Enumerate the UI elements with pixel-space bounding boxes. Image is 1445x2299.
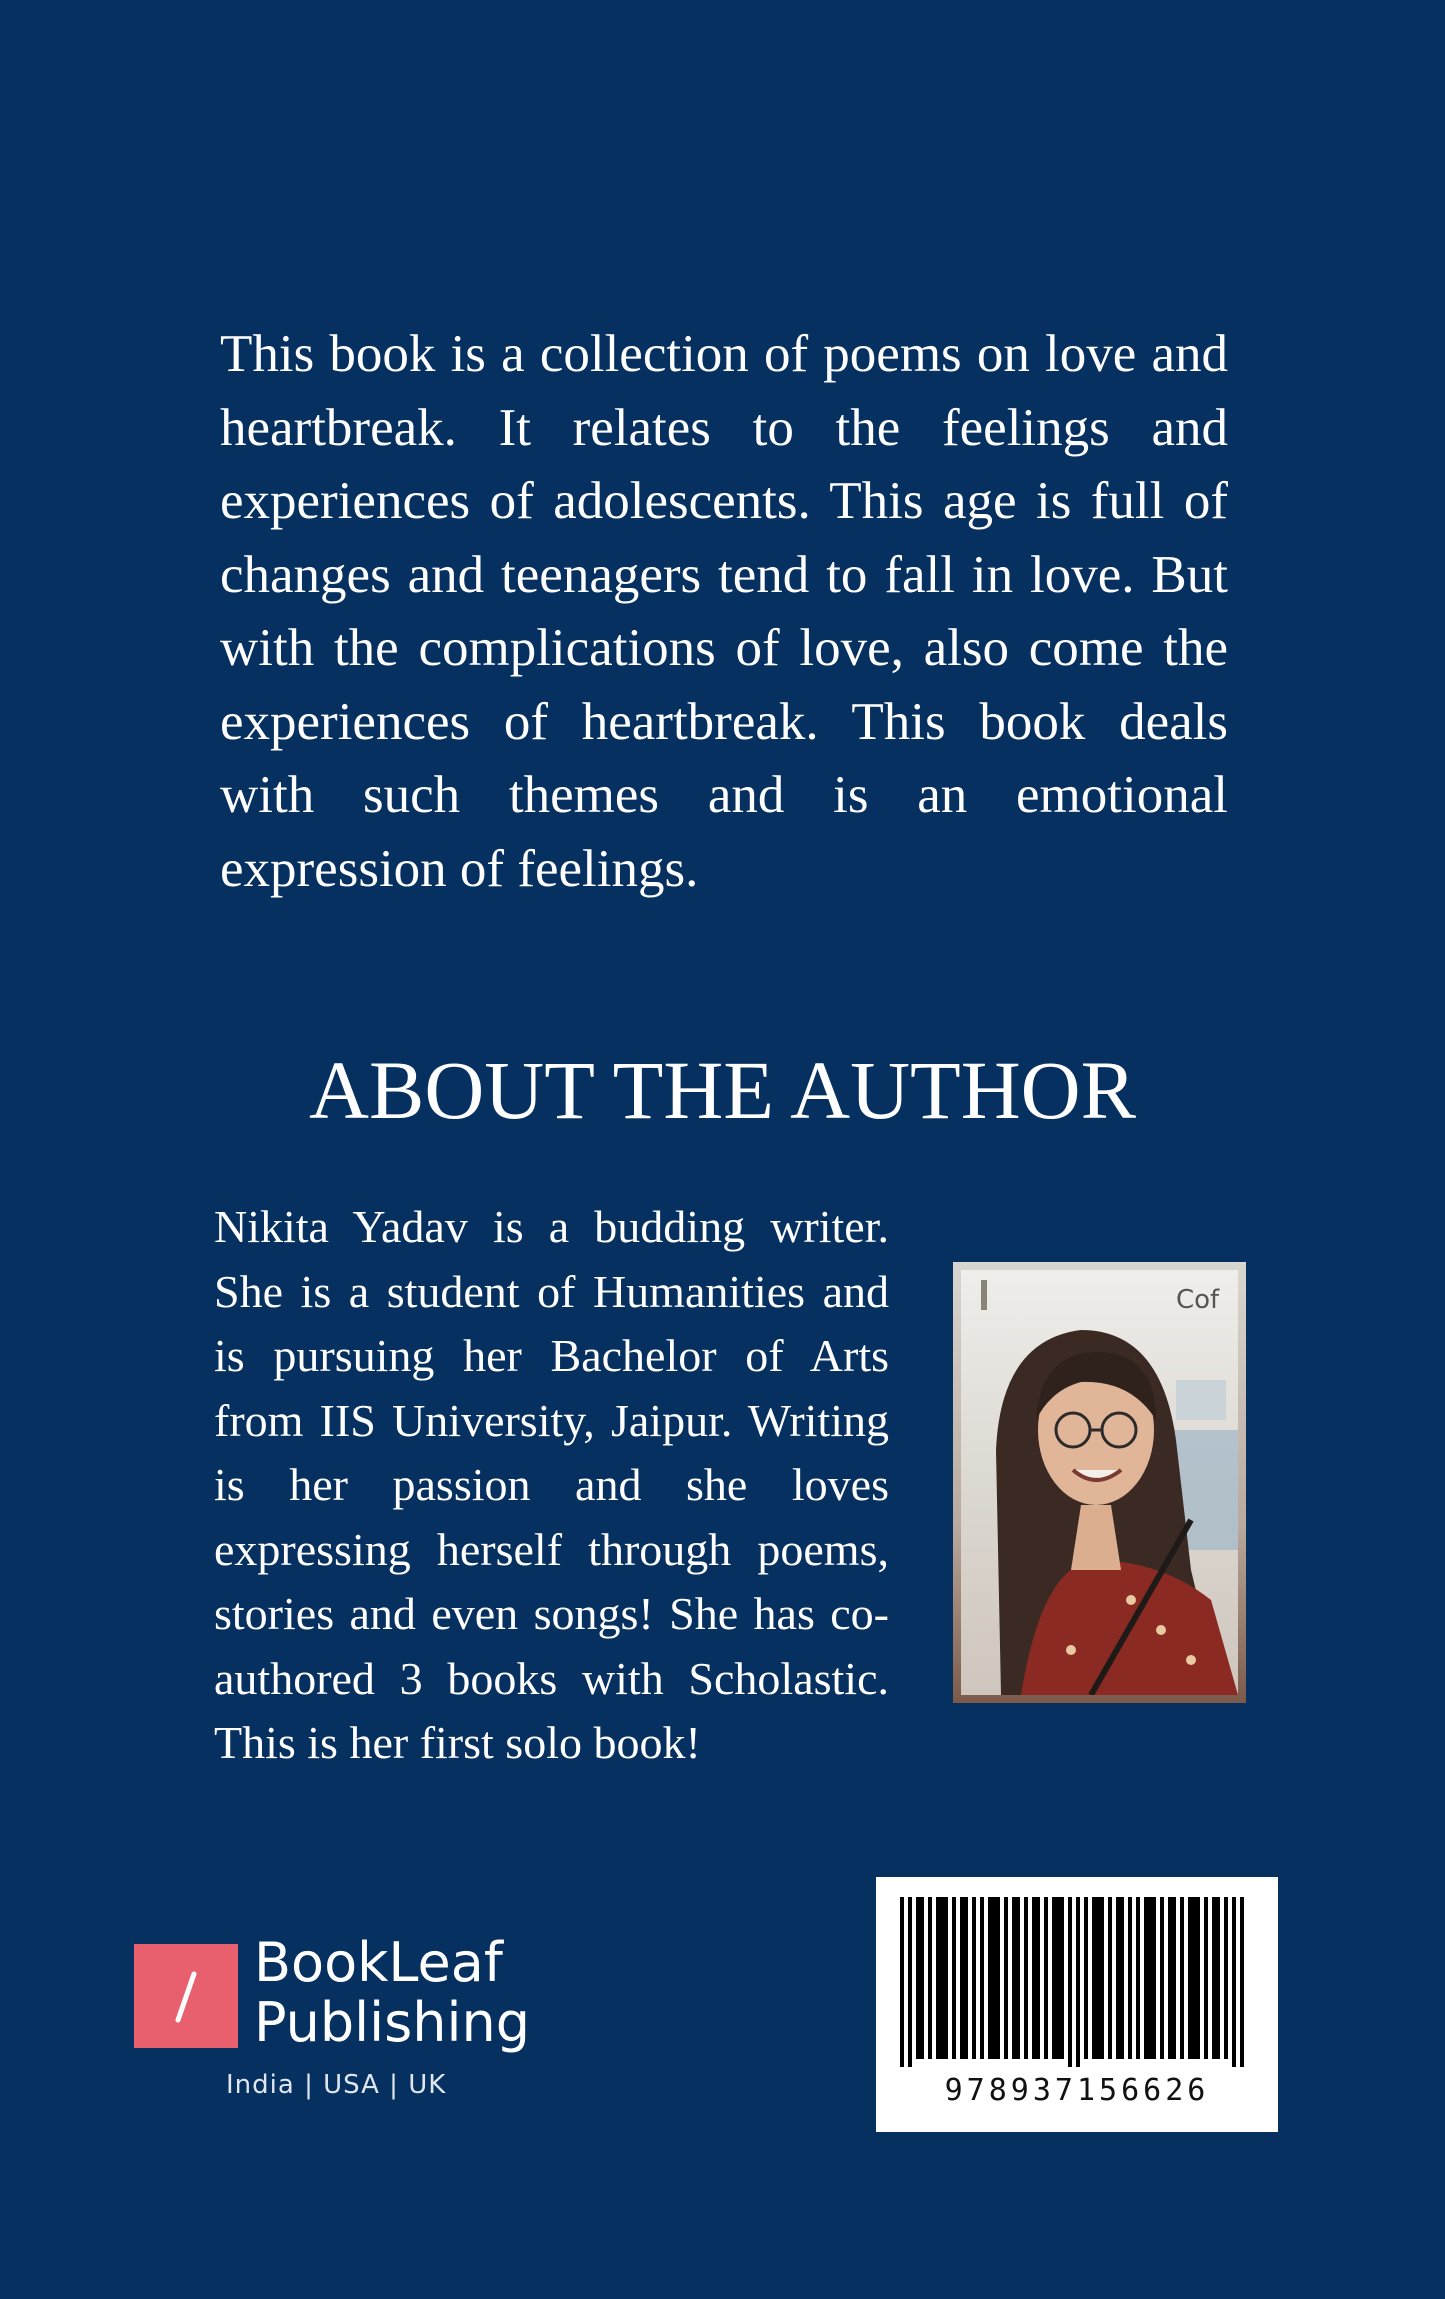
author-portrait-image bbox=[961, 1270, 1238, 1695]
publisher-name-line1: BookLeaf bbox=[254, 1931, 503, 1994]
publisher-regions: India | USA | UK bbox=[226, 2070, 447, 2100]
publisher-name-line2: Publishing bbox=[254, 1991, 530, 2054]
publisher-logo-mark bbox=[134, 1944, 238, 2048]
barcode-bars bbox=[896, 1897, 1258, 2067]
photo-sign-text: Cof bbox=[1176, 1285, 1220, 1315]
about-author-heading: ABOUT THE AUTHOR bbox=[309, 1044, 1136, 1136]
author-bio: Nikita Yadav is a budding writer. She is a student of Humanities and is pursuing her Bachelor of Arts from IIS University, Jaipur. Writing is her passion and she loves expressing herself through poems, stories and even songs! She has co-authored 3 books with Scholastic. This is her first solo book! bbox=[214, 1201, 889, 1768]
slash-icon bbox=[134, 1944, 238, 2048]
author-photo bbox=[953, 1262, 1246, 1703]
barcode bbox=[876, 1877, 1278, 2132]
publisher-name bbox=[254, 1933, 530, 2053]
book-blurb: This book is a collection of poems on love and heartbreak. It relates to the feelings and experiences of adolescents. This age is full of changes and teenagers tend to fall in love. But with the complications of love, also come the experiences of heartbreak. This book deals with such themes and is an emotional expression of feelings. bbox=[220, 325, 1228, 898]
isbn-number: 978937156626 bbox=[944, 2073, 1210, 2108]
